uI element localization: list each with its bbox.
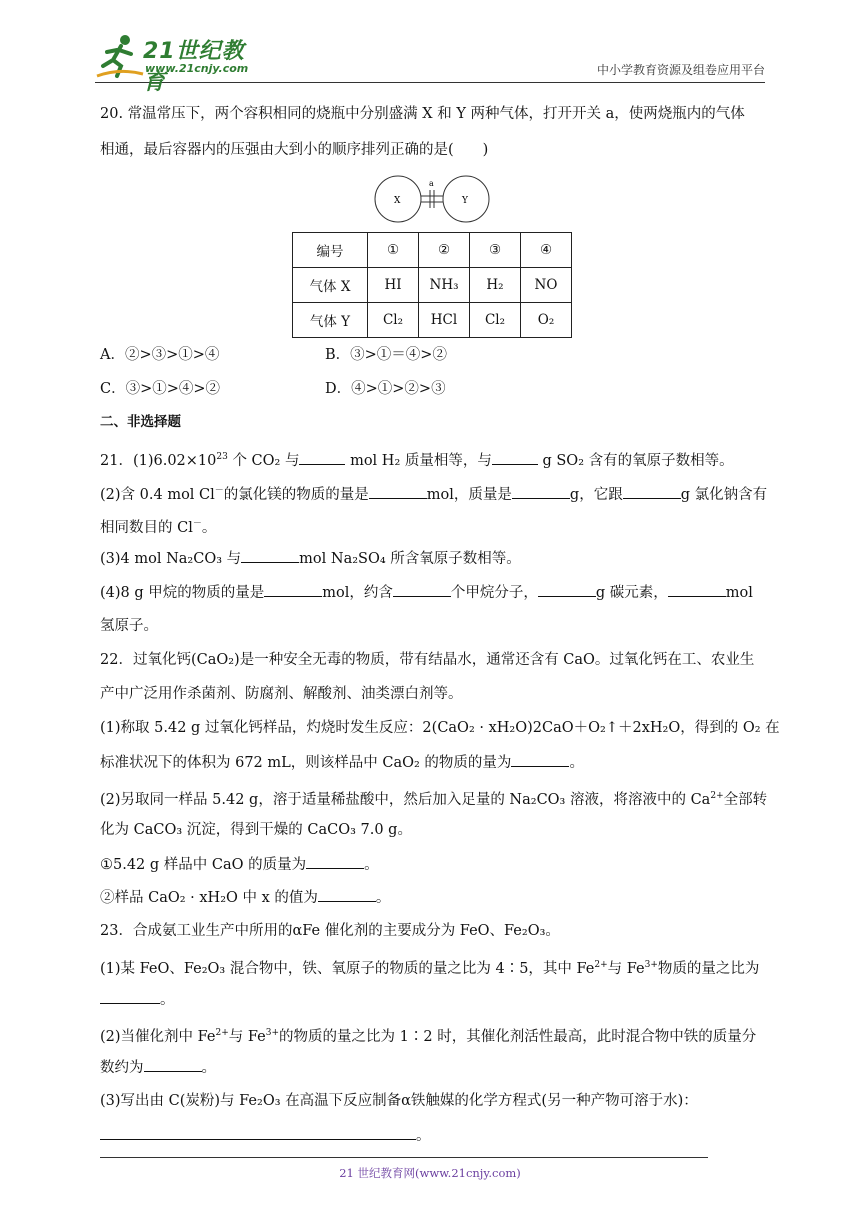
table-cell: 气体 X bbox=[293, 268, 368, 303]
answer-blank[interactable] bbox=[369, 484, 427, 499]
q20-line1: 20. 常温常压下，两个容积相同的烧瓶中分别盛满 X 和 Y 两种气体，打开开关 a，使两烧瓶内的气体 bbox=[100, 106, 745, 122]
q21-part2: (2)含 0.4 mol Cl－的氯化镁的物质的量是 mol，质量是 g，它跟 g 氯化钠含有 bbox=[100, 481, 767, 505]
answer-blank[interactable] bbox=[264, 582, 322, 597]
option-b: B．③>①＝④>② bbox=[325, 347, 447, 363]
table-cell: Cl₂ bbox=[470, 303, 521, 338]
q22-line7: ①5.42 g 样品中 CaO 的质量为 。 bbox=[100, 854, 379, 875]
q23-line7: 。 bbox=[100, 1125, 431, 1146]
q21-part4-cont: 氢原子。 bbox=[100, 618, 158, 634]
q22-line6: 化为 CaCO₃ 沉淀，得到干燥的 CaCO₃ 7.0 g。 bbox=[100, 822, 412, 838]
option-a: A．②>③>①>④ bbox=[100, 347, 220, 363]
gas-table bbox=[292, 232, 572, 338]
table-cell: HI bbox=[368, 268, 419, 303]
table-cell: 气体 Y bbox=[293, 303, 368, 338]
table-row bbox=[293, 268, 572, 303]
table-cell: O₂ bbox=[521, 303, 572, 338]
section-heading: 二、非选择题 bbox=[100, 414, 181, 430]
answer-blank[interactable] bbox=[492, 450, 538, 465]
answer-blank[interactable] bbox=[144, 1057, 202, 1072]
answer-blank[interactable] bbox=[306, 854, 364, 869]
page-header bbox=[95, 30, 765, 95]
logo-url: www.21cnjy.com bbox=[145, 62, 249, 75]
answer-blank[interactable] bbox=[511, 752, 569, 767]
logo-text: 21世纪教育 bbox=[143, 39, 245, 95]
site-logo bbox=[95, 32, 265, 95]
q23-line3: 。 bbox=[100, 989, 175, 1010]
table-cell: 编号 bbox=[293, 233, 368, 268]
table-cell: H₂ bbox=[470, 268, 521, 303]
q20-line2: 相通，最后容器内的压强由大到小的顺序排列正确的是( ) bbox=[100, 142, 489, 158]
answer-blank[interactable] bbox=[318, 887, 376, 902]
answer-blank[interactable] bbox=[668, 582, 726, 597]
answer-blank[interactable] bbox=[299, 450, 345, 465]
q23-line4: (2)当催化剂中 $Fe^{2+}$与 $Fe^{3+}$的物质的量之比为 1∶2 时，其催化剂活性最高，此时混合物中铁的质量分 bbox=[100, 1028, 757, 1045]
runner-icon bbox=[95, 32, 145, 80]
q22-line5: (2)另取同一样品 5.42 g，溶于适量稀盐酸中，然后加入足量的 Na₂CO₃ 溶液，将溶液中的 $Ca^{2+}$全部转 bbox=[100, 791, 768, 808]
q21-part3: (3)4 mol Na₂CO₃ 与 mol Na₂SO₄ 所含氧原子数相等。 bbox=[100, 548, 521, 569]
answer-blank[interactable] bbox=[623, 484, 681, 499]
flask-diagram bbox=[372, 174, 492, 224]
table-cell: ③ bbox=[470, 233, 521, 268]
table-cell: ② bbox=[419, 233, 470, 268]
q21-part4: (4)8 g 甲烷的物质的量是 mol，约含 个甲烷分子， g 碳元素， mol bbox=[100, 582, 753, 603]
valve-label: a bbox=[429, 179, 434, 188]
q23-line5: 数约为 。 bbox=[100, 1057, 216, 1078]
q23-line2: (1)某 FeO、Fe₂O₃ 混合物中，铁、氧原子的物质的量之比为 4∶5，其中 $Fe^{2+}$与 $Fe^{3+}$物质的量之比为 bbox=[100, 960, 760, 977]
answer-blank[interactable] bbox=[241, 548, 299, 563]
flask-y-label: Y bbox=[462, 196, 468, 206]
answer-blank[interactable] bbox=[512, 484, 570, 499]
table-cell: NO bbox=[521, 268, 572, 303]
q21-part1: 21．$(1)6.02\times 10^{23}$ 个 CO₂ 与 mol H₂ 质量相等，与 g SO₂ 含有的氧原子数相等。 bbox=[100, 447, 734, 471]
footer-divider bbox=[100, 1157, 708, 1158]
answer-blank[interactable] bbox=[393, 582, 451, 597]
table-cell: HCl bbox=[419, 303, 470, 338]
q21-part2-cont: 相同数目的 Cl－。 bbox=[100, 519, 217, 536]
table-cell: NH₃ bbox=[419, 268, 470, 303]
answer-blank[interactable] bbox=[100, 989, 160, 1004]
q22-line8: ②样品 CaO₂ · xH₂O 中 x 的值为 。 bbox=[100, 887, 390, 908]
footer-text: 21 世纪教育网(www.21cnjy.com) bbox=[339, 1166, 521, 1180]
flask-x-label: X bbox=[394, 196, 401, 206]
platform-name: 中小学教育资源及组卷应用平台 bbox=[596, 63, 765, 77]
table-row bbox=[293, 303, 572, 338]
answer-blank[interactable] bbox=[100, 1125, 416, 1140]
table-header-row bbox=[293, 233, 572, 268]
q23-line6: (3)写出由 C(炭粉)与 Fe₂O₃ 在高温下反应制备α铁触媒的化学方程式(另一种产物可溶于水)： bbox=[100, 1093, 698, 1109]
option-d: D．④>①>②>③ bbox=[325, 381, 446, 397]
q23-line1: 23．合成氨工业生产中所用的αFe 催化剂的主要成分为 FeO、Fe₂O₃。 bbox=[100, 923, 560, 939]
option-c: C．③>①>④>② bbox=[100, 381, 221, 397]
q22-line2: 产中广泛用作杀菌剂、防腐剂、解酸剂、油类漂白剂等。 bbox=[100, 686, 463, 702]
q22-line3: (1)称取 5.42 g 过氧化钙样品，灼烧时发生反应：2(CaO₂ · xH₂O)2CaO＋O₂↑＋2xH₂O，得到的 O₂ 在 bbox=[100, 720, 780, 736]
q22-line1: 22．过氧化钙(CaO₂)是一种安全无毒的物质，带有结晶水，通常还含有 CaO。过氧化钙在工、农业生 bbox=[100, 652, 755, 668]
table-cell: ① bbox=[368, 233, 419, 268]
table-cell: Cl₂ bbox=[368, 303, 419, 338]
answer-blank[interactable] bbox=[538, 582, 596, 597]
q22-line4: 标准状况下的体积为 672 mL，则该样品中 CaO₂ 的物质的量为 。 bbox=[100, 752, 584, 773]
table-cell: ④ bbox=[521, 233, 572, 268]
